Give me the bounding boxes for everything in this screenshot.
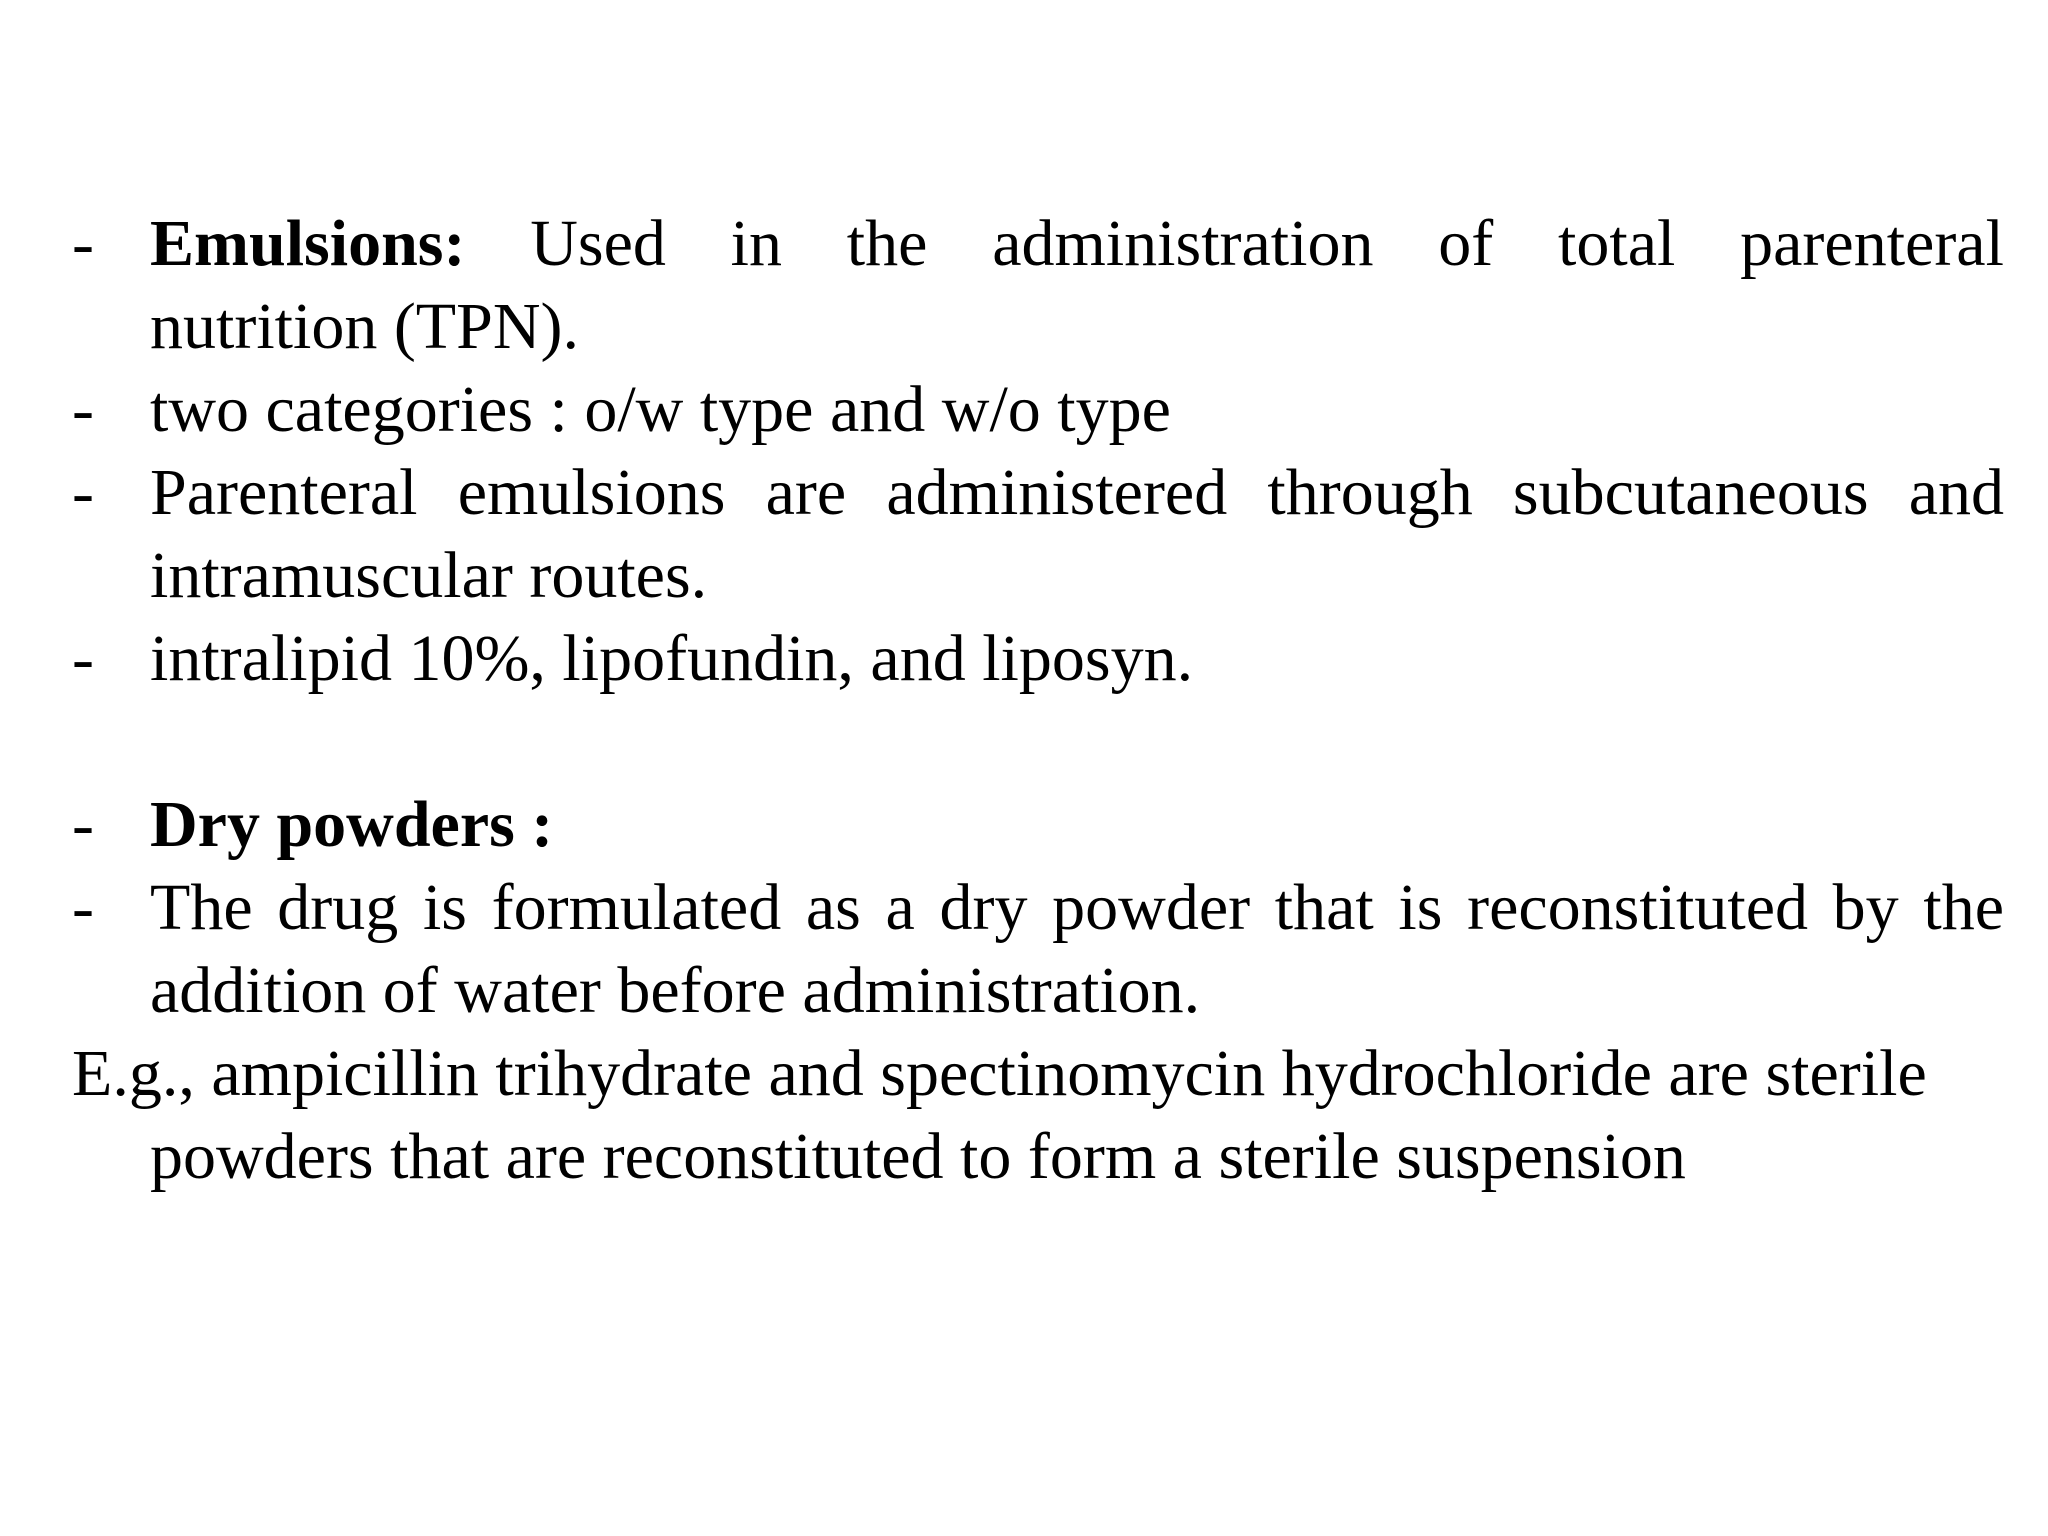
dry-powder-description-text: The drug is formulated as a dry powder that is reconstituted by the addition of water before administration.: [150, 871, 2004, 1027]
bullet-marker: -: [72, 871, 94, 944]
bullet-emulsion-examples: [72, 617, 2004, 700]
emulsions-word: of: [1438, 207, 1494, 280]
bullet-marker: -: [72, 207, 94, 280]
emulsions-word: the: [846, 207, 928, 280]
bullet-marker: -: [72, 373, 94, 446]
slide-content: [72, 202, 2004, 1198]
bullet-dry-powder-description: [72, 866, 2004, 1032]
bullet-routes: [72, 451, 2004, 617]
bullet-marker: -: [72, 622, 94, 695]
emulsions-word: total: [1558, 207, 1676, 280]
dry-powder-example: [72, 1032, 2004, 1198]
bullet-marker: -: [72, 788, 94, 861]
routes-text: Parenteral emulsions are administered through subcutaneous and intramuscular routes.: [150, 456, 2004, 612]
emulsions-heading-line: [150, 202, 2004, 285]
bullet-categories: [72, 368, 2004, 451]
section-gap: [72, 700, 2004, 783]
dry-powders-heading: Dry powders :: [150, 788, 554, 861]
bullet-dry-powders: [72, 783, 2004, 866]
emulsions-line2: nutrition (TPN).: [150, 290, 579, 363]
bullet-marker: -: [72, 456, 94, 529]
emulsions-word: parenteral: [1740, 207, 2004, 280]
dry-powder-example-line2: powders that are reconstituted to form a sterile suspension: [150, 1120, 1686, 1193]
dry-powder-example-line1: E.g., ampicillin trihydrate and spectinomycin hydrochloride are sterile: [72, 1037, 1927, 1110]
emulsions-text: [150, 202, 2004, 368]
categories-text: two categories : o/w type and w/o type: [150, 373, 1171, 446]
emulsions-word: administration: [992, 207, 1374, 280]
emulsions-word: in: [730, 207, 782, 280]
emulsion-examples-text: intralipid 10%, lipofundin, and liposyn.: [150, 622, 1194, 695]
bullet-emulsions: [72, 202, 2004, 368]
emulsions-heading: Emulsions:: [150, 207, 466, 280]
emulsions-word: Used: [530, 207, 666, 280]
